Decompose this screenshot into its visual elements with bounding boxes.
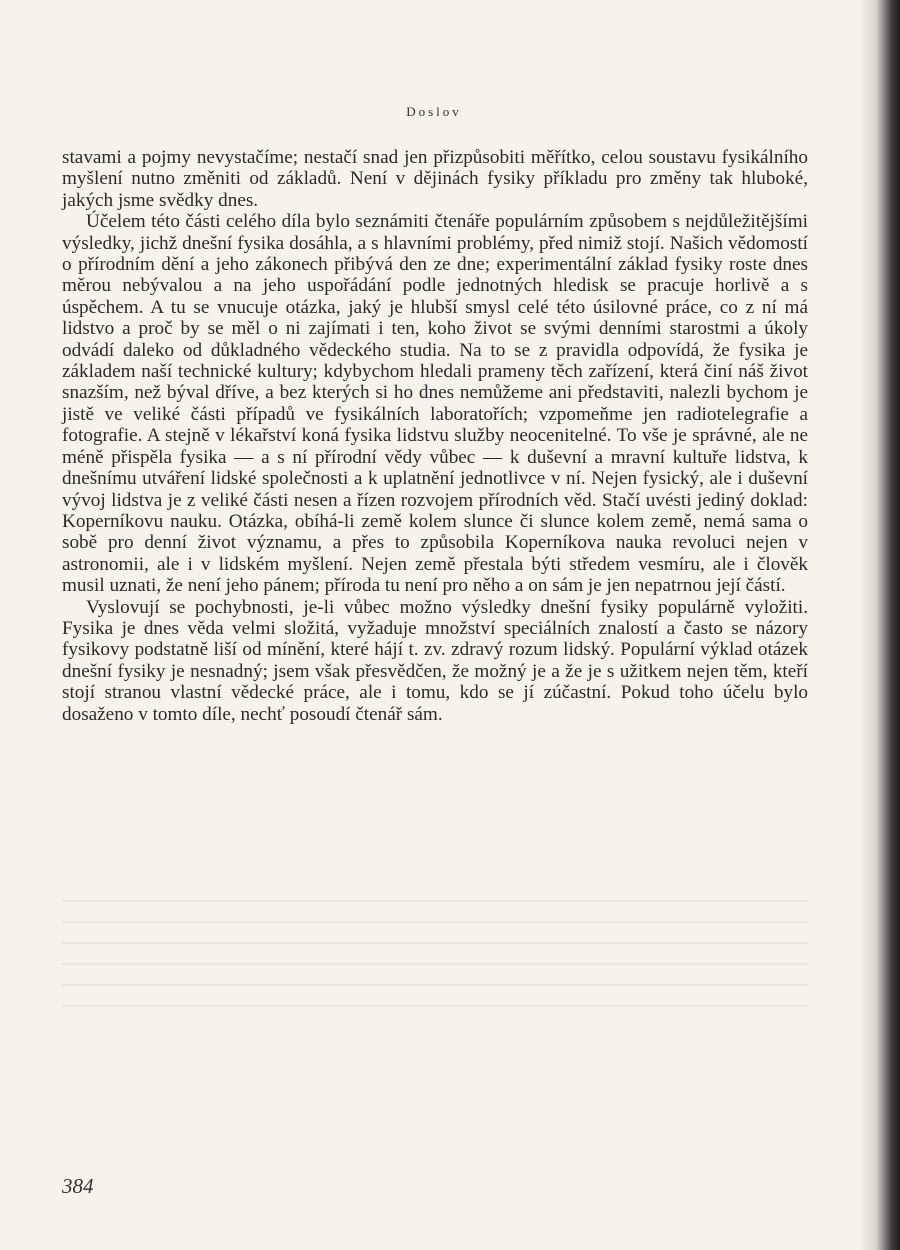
paragraph-purpose: Účelem této části celého díla bylo seznámiti čtenáře populárním způsobem s nejdůležitějšími výsledky, jichž dnešní fysika dosáhla, a s hlavními problémy, před nimiž stojí. Našich vědomostí o přírodním dění a jeho zákonech přibývá den ze dne; experimentální základ fysiky roste dnes měrou nebývalou a na jeho uspořádání podle jednotných hledisk se pracuje horlivě a s úspěchem. A tu se vnucuje otázka, jaký je hlubší smysl celé této úsilovné práce, co z ní má lidstvo a proč by se měl o ni zajímati i ten, koho život se svými denními starostmi a úkoly odvádí daleko od důkladného vědeckého studia. Na to se z pravidla odpovídá, že fysika je základem naší technické kultury; kdybychom hledali prameny těch zařízení, která činí náš život snazším, než býval dříve, a bez kterých si ho dnes nemůžeme ani představiti, nalezli bychom je jistě ve veliké části případů ve fysikálních laboratořích; vzpomeňme jen radiotelegrafie a fotografie. A stejně v lékařství koná fysika lidstvu služby neocenitelné. To vše je správné, ale ne méně přispěla fysika — a s ní přírodní vědy vůbec — k duševní a mravní kultuře lidstva, k dnešnímu utváření lidské společnosti a k uplatnění jednotlivce v ní. Nejen fysický, ale i duševní vývoj lidstva je z veliké části nesen a řízen rozvojem přírodních věd. Stačí uvésti jediný doklad: Koperníkovu nauku. Otázka, obíhá-li země kolem slunce či slunce kolem země, nemá sama o sobě pro denní život významu, a přes to způsobila Koperníkova nauka revoluci nejen v astronomii, ale i v lidském myšlení. Nejen země přestala býti středem vesmíru, ale i člověk musil uznati, že není jeho pánem; příroda tu není pro něho a on sám je jen nepatrnou její částí. [62, 211, 808, 597]
page-number: 384 [62, 1174, 94, 1198]
show-through-text [62, 900, 808, 1100]
page-edge-shadow [860, 0, 900, 1250]
paragraph-doubts: Vyslovují se pochybnosti, je-li vůbec možno výsledky dnešní fysiky populárně vyložiti. Fysika je dnes věda velmi složitá, vyžaduje množství speciálních znalostí a často se názory fysikovy podstatně liší od mínění, které hájí t. zv. zdravý rozum lidský. Populární výklad otázek dnešní fysiky je nesnadný; jsem však přesvědčen, že možný je a že je s užitkem nejen těm, kteří stojí stranou vlastní vědecké práce, ale i tomu, kdo se jí zúčastní. Pokud toho účelu bylo dosaženo v tomto díle, nechť posoudí čtenář sám. [62, 596, 808, 725]
running-head: Doslov [406, 104, 462, 119]
paragraph-continuation: stavami a pojmy nevystačíme; nestačí snad jen přizpůsobiti měřítko, celou soustavu fysikálního myšlení nutno změniti od základů. Není v dějinách fysiky příkladu pro změny tak hluboké, jakých jsme svědky dnes. [62, 147, 808, 211]
body-text [62, 147, 808, 725]
